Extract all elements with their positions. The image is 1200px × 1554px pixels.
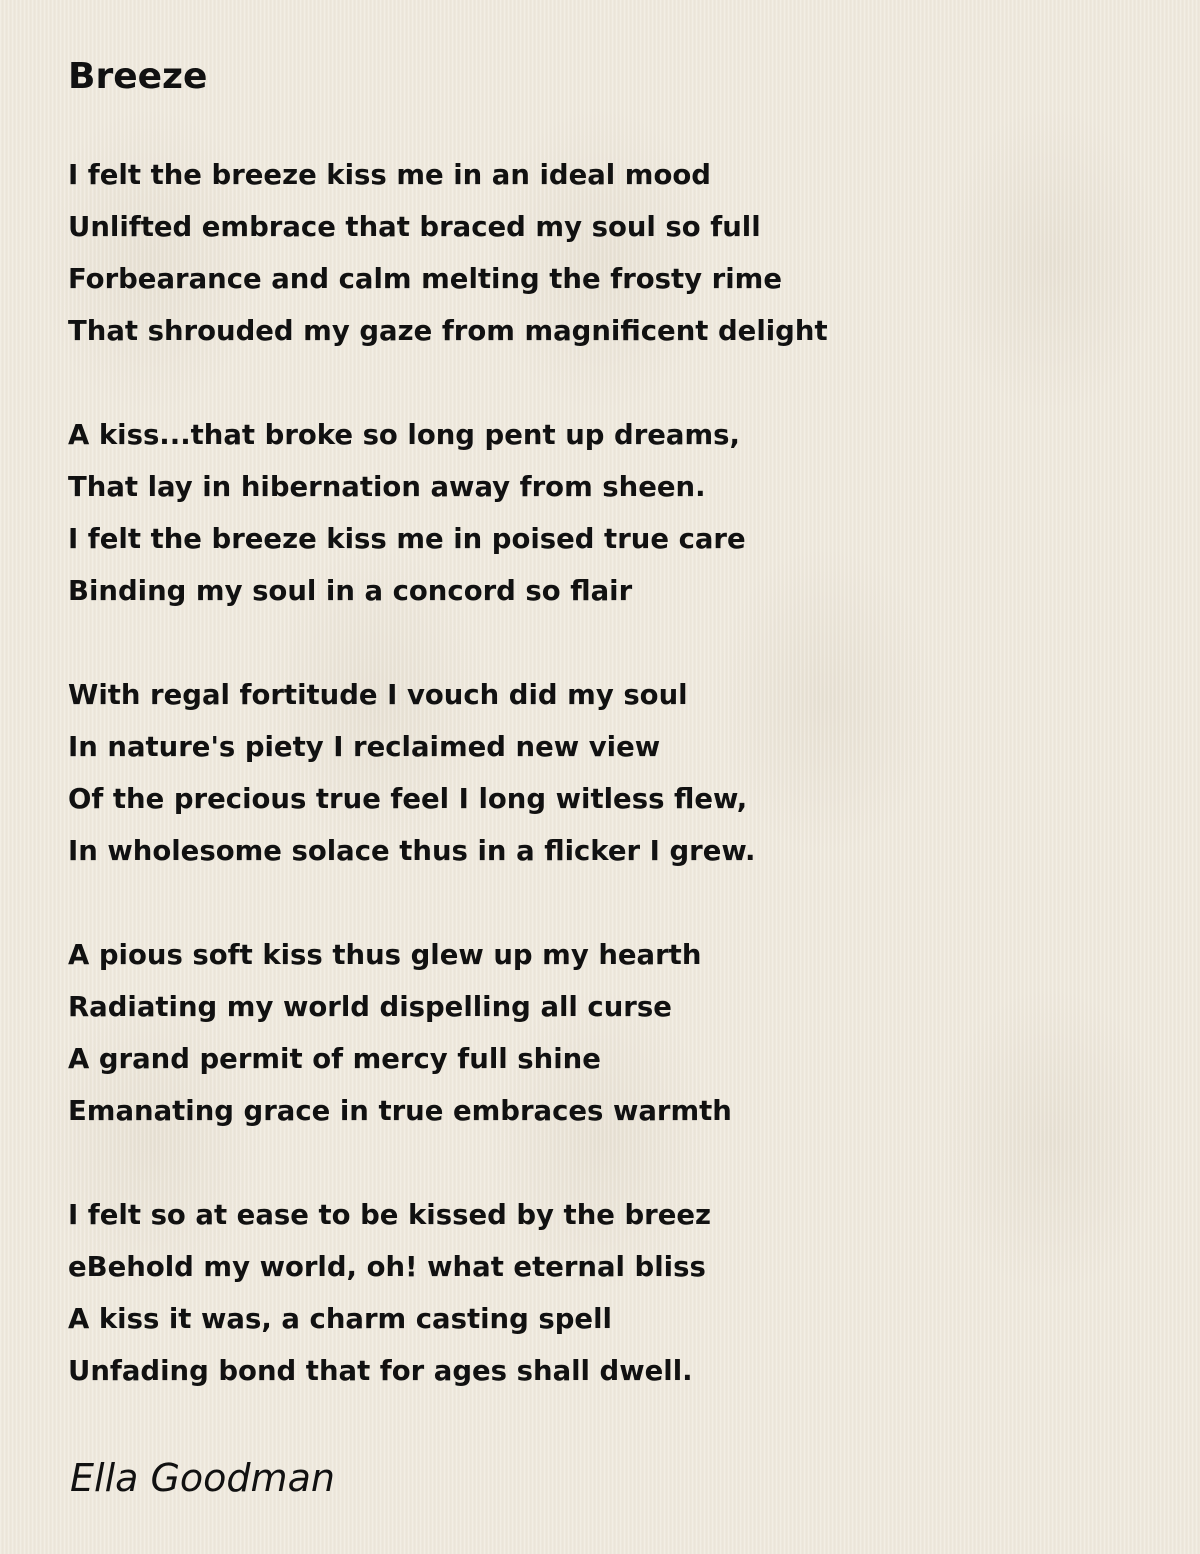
poem-line: In nature's piety I reclaimed new view [68, 731, 661, 763]
poem-line: Unfading bond that for ages shall dwell. [68, 1355, 693, 1387]
poem-line: Unlifted embrace that braced my soul so full [68, 211, 761, 243]
stanza-2 [68, 413, 1148, 621]
poem-line: That lay in hibernation away from sheen. [68, 471, 706, 503]
stanza-1 [68, 153, 1148, 361]
poem-line: Of the precious true feel I long witless flew, [68, 783, 748, 815]
poem-line: I felt the breeze kiss me in an ideal mood [68, 159, 711, 191]
poem-body [68, 153, 1148, 1453]
poem-line: With regal fortitude I vouch did my soul [68, 679, 688, 711]
poem-line: In wholesome solace thus in a flicker I grew. [68, 835, 756, 867]
author-name: Ella Goodman [70, 1456, 335, 1500]
poem-title: Breeze [68, 56, 208, 97]
stanza-5 [68, 1193, 1148, 1401]
poem-line: Forbearance and calm melting the frosty rime [68, 263, 782, 295]
poem-line: Radiating my world dispelling all curse [68, 991, 672, 1023]
poem-line: Emanating grace in true embraces warmth [68, 1095, 732, 1127]
poem-line: A grand permit of mercy full shine [68, 1043, 601, 1075]
stanza-4 [68, 933, 1148, 1141]
poem-line: A pious soft kiss thus glew up my hearth [68, 939, 702, 971]
poem-line: I felt the breeze kiss me in poised true care [68, 523, 746, 555]
poem-line: eBehold my world, oh! what eternal bliss [68, 1251, 706, 1283]
poem-line: Binding my soul in a concord so flair [68, 575, 633, 607]
poem-line: That shrouded my gaze from magnificent delight [68, 315, 828, 347]
poem-line: I felt so at ease to be kissed by the breez [68, 1199, 712, 1231]
stanza-3 [68, 673, 1148, 881]
poem-line: A kiss...that broke so long pent up dreams, [68, 419, 740, 451]
poem-line: A kiss it was, a charm casting spell [68, 1303, 612, 1335]
